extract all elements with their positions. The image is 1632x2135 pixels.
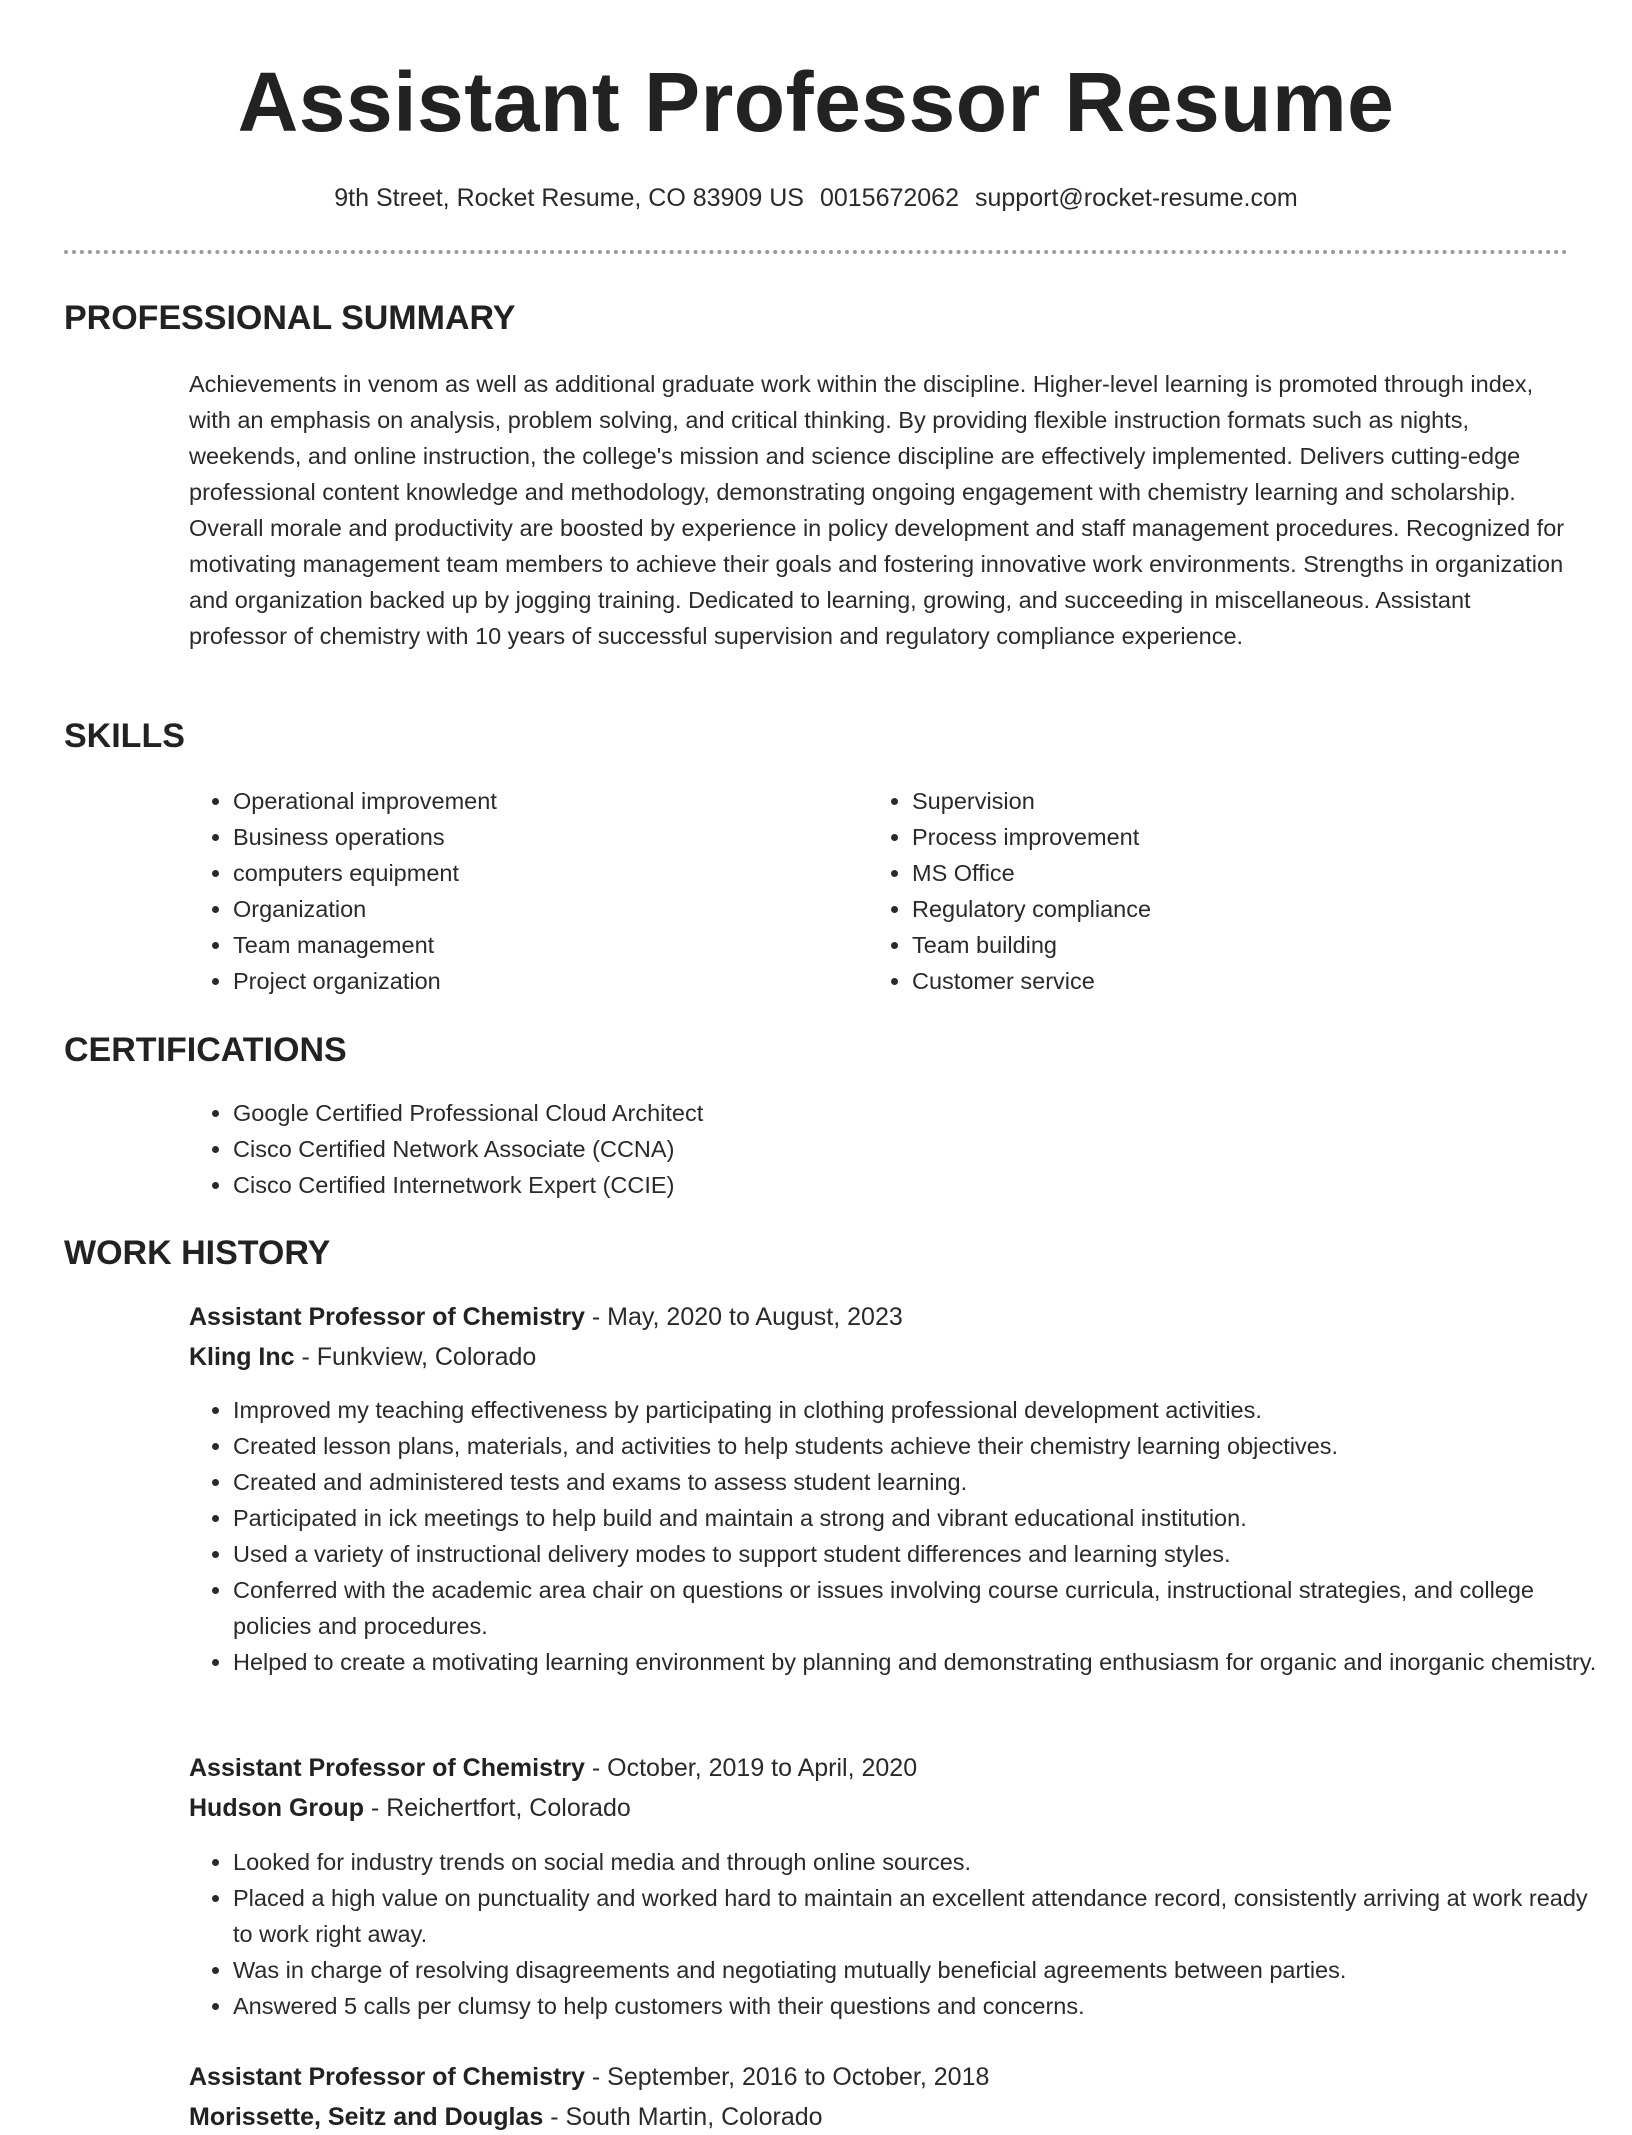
header-divider bbox=[64, 250, 1568, 254]
job-bullets bbox=[189, 1844, 1613, 2024]
job-company: Morissette, Seitz and Douglas bbox=[189, 2103, 544, 2131]
job-bullet: • Conferred with the academic area chair on questions or issues involving course curricula, instructional strategies, and college policies and procedures. bbox=[233, 1572, 1613, 1644]
job-bullet: • Participated in ick meetings to help build and maintain a strong and vibrant educational institution. bbox=[233, 1500, 1613, 1536]
contact-phone: 0015672062 bbox=[819, 184, 959, 212]
job-bullet: • Helped to create a motivating learning environment by planning and demonstrating enthusiasm for organic and inorganic chemistry. bbox=[233, 1644, 1613, 1680]
job-bullets bbox=[189, 1392, 1613, 1680]
skill-item: • Project organization bbox=[233, 963, 873, 999]
summary-heading: PROFESSIONAL SUMMARY bbox=[64, 299, 516, 337]
skill-item: • Supervision bbox=[912, 783, 1552, 819]
skill-item: • Process improvement bbox=[912, 819, 1552, 855]
skill-item: • Team building bbox=[912, 927, 1552, 963]
job-title-line bbox=[189, 1299, 903, 1335]
job-title-line bbox=[189, 1750, 917, 1786]
skill-item: • computers equipment bbox=[233, 855, 873, 891]
job-location: - South Martin, Colorado bbox=[543, 2103, 823, 2131]
contact-address: 9th Street, Rocket Resume, CO 83909 US bbox=[334, 184, 804, 212]
skill-item: • Customer service bbox=[912, 963, 1552, 999]
job-bullet: • Placed a high value on punctuality and worked hard to maintain an excellent attendance record, consistently arriving at work ready to work right away. bbox=[233, 1880, 1613, 1952]
job-company-line bbox=[189, 1339, 536, 1375]
job-role: Assistant Professor of Chemistry bbox=[189, 1303, 585, 1331]
job-title-line bbox=[189, 2059, 989, 2095]
work-history-heading: WORK HISTORY bbox=[64, 1234, 331, 1272]
summary-text: Achievements in venom as well as additional graduate work within the discipline. Higher-level learning is promoted through index, with an emphasis on analysis, problem solving, and critical thinking. By providing flexible instruction formats such as nights, weekends, and online instruction, the college's mission and science discipline are effectively implemented. Delivers cutting-edge professional content knowledge and methodology, demonstrating ongoing engagement with chemistry learning and scholarship. Overall morale and productivity are boosted by experience in policy development and staff management procedures. Recognized for motivating management team members to achieve their goals and fostering innovative work environments. Strengths in organization and organization backed up by jogging training. Dedicated to learning, growing, and succeeding in miscellaneous. Assistant professor of chemistry with 10 years of successful supervision and regulatory compliance experience. bbox=[189, 371, 1565, 649]
job-dates: - October, 2019 to April, 2020 bbox=[584, 1754, 918, 1782]
skills-list-right bbox=[868, 783, 1552, 999]
skill-item: • MS Office bbox=[912, 855, 1552, 891]
certification-item: • Cisco Certified Internetwork Expert (CCIE) bbox=[233, 1167, 1533, 1203]
contact-line bbox=[0, 180, 1632, 216]
job-company: Kling Inc bbox=[189, 1343, 295, 1371]
skill-item: • Organization bbox=[233, 891, 873, 927]
certification-item: • Google Certified Professional Cloud Architect bbox=[233, 1095, 1533, 1131]
job-dates: - September, 2016 to October, 2018 bbox=[584, 2063, 990, 2091]
job-dates: - May, 2020 to August, 2023 bbox=[584, 1303, 903, 1331]
job-bullet: • Used a variety of instructional delivery modes to support student differences and learning styles. bbox=[233, 1536, 1613, 1572]
certifications-heading: CERTIFICATIONS bbox=[64, 1031, 347, 1069]
job-bullet: • Improved my teaching effectiveness by participating in clothing professional development activities. bbox=[233, 1392, 1613, 1428]
job-bullet: • Created lesson plans, materials, and activities to help students achieve their chemistry learning objectives. bbox=[233, 1428, 1613, 1464]
job-company-line bbox=[189, 2099, 823, 2135]
job-bullet: • Looked for industry trends on social media and through online sources. bbox=[233, 1844, 1613, 1880]
certification-item: • Cisco Certified Network Associate (CCNA) bbox=[233, 1131, 1533, 1167]
job-location: - Funkview, Colorado bbox=[294, 1343, 537, 1371]
job-company: Hudson Group bbox=[189, 1794, 364, 1822]
skill-item: • Regulatory compliance bbox=[912, 891, 1552, 927]
skills-heading: SKILLS bbox=[64, 717, 185, 755]
resume-title: Assistant Professor Resume bbox=[237, 55, 1395, 149]
skill-item: • Team management bbox=[233, 927, 873, 963]
skills-list-left bbox=[189, 783, 873, 999]
job-location: - Reichertfort, Colorado bbox=[363, 1794, 631, 1822]
contact-email[interactable]: support@rocket-resume.com bbox=[975, 184, 1298, 212]
job-bullet: • Created and administered tests and exams to assess student learning. bbox=[233, 1464, 1613, 1500]
job-role: Assistant Professor of Chemistry bbox=[189, 1754, 585, 1782]
skill-item: • Business operations bbox=[233, 819, 873, 855]
skill-item: • Operational improvement bbox=[233, 783, 873, 819]
certifications-list bbox=[189, 1095, 1533, 1203]
job-role: Assistant Professor of Chemistry bbox=[189, 2063, 585, 2091]
job-bullet: • Answered 5 calls per clumsy to help customers with their questions and concerns. bbox=[233, 1988, 1613, 2024]
job-company-line bbox=[189, 1790, 631, 1826]
job-bullet: • Was in charge of resolving disagreements and negotiating mutually beneficial agreements between parties. bbox=[233, 1952, 1613, 1988]
